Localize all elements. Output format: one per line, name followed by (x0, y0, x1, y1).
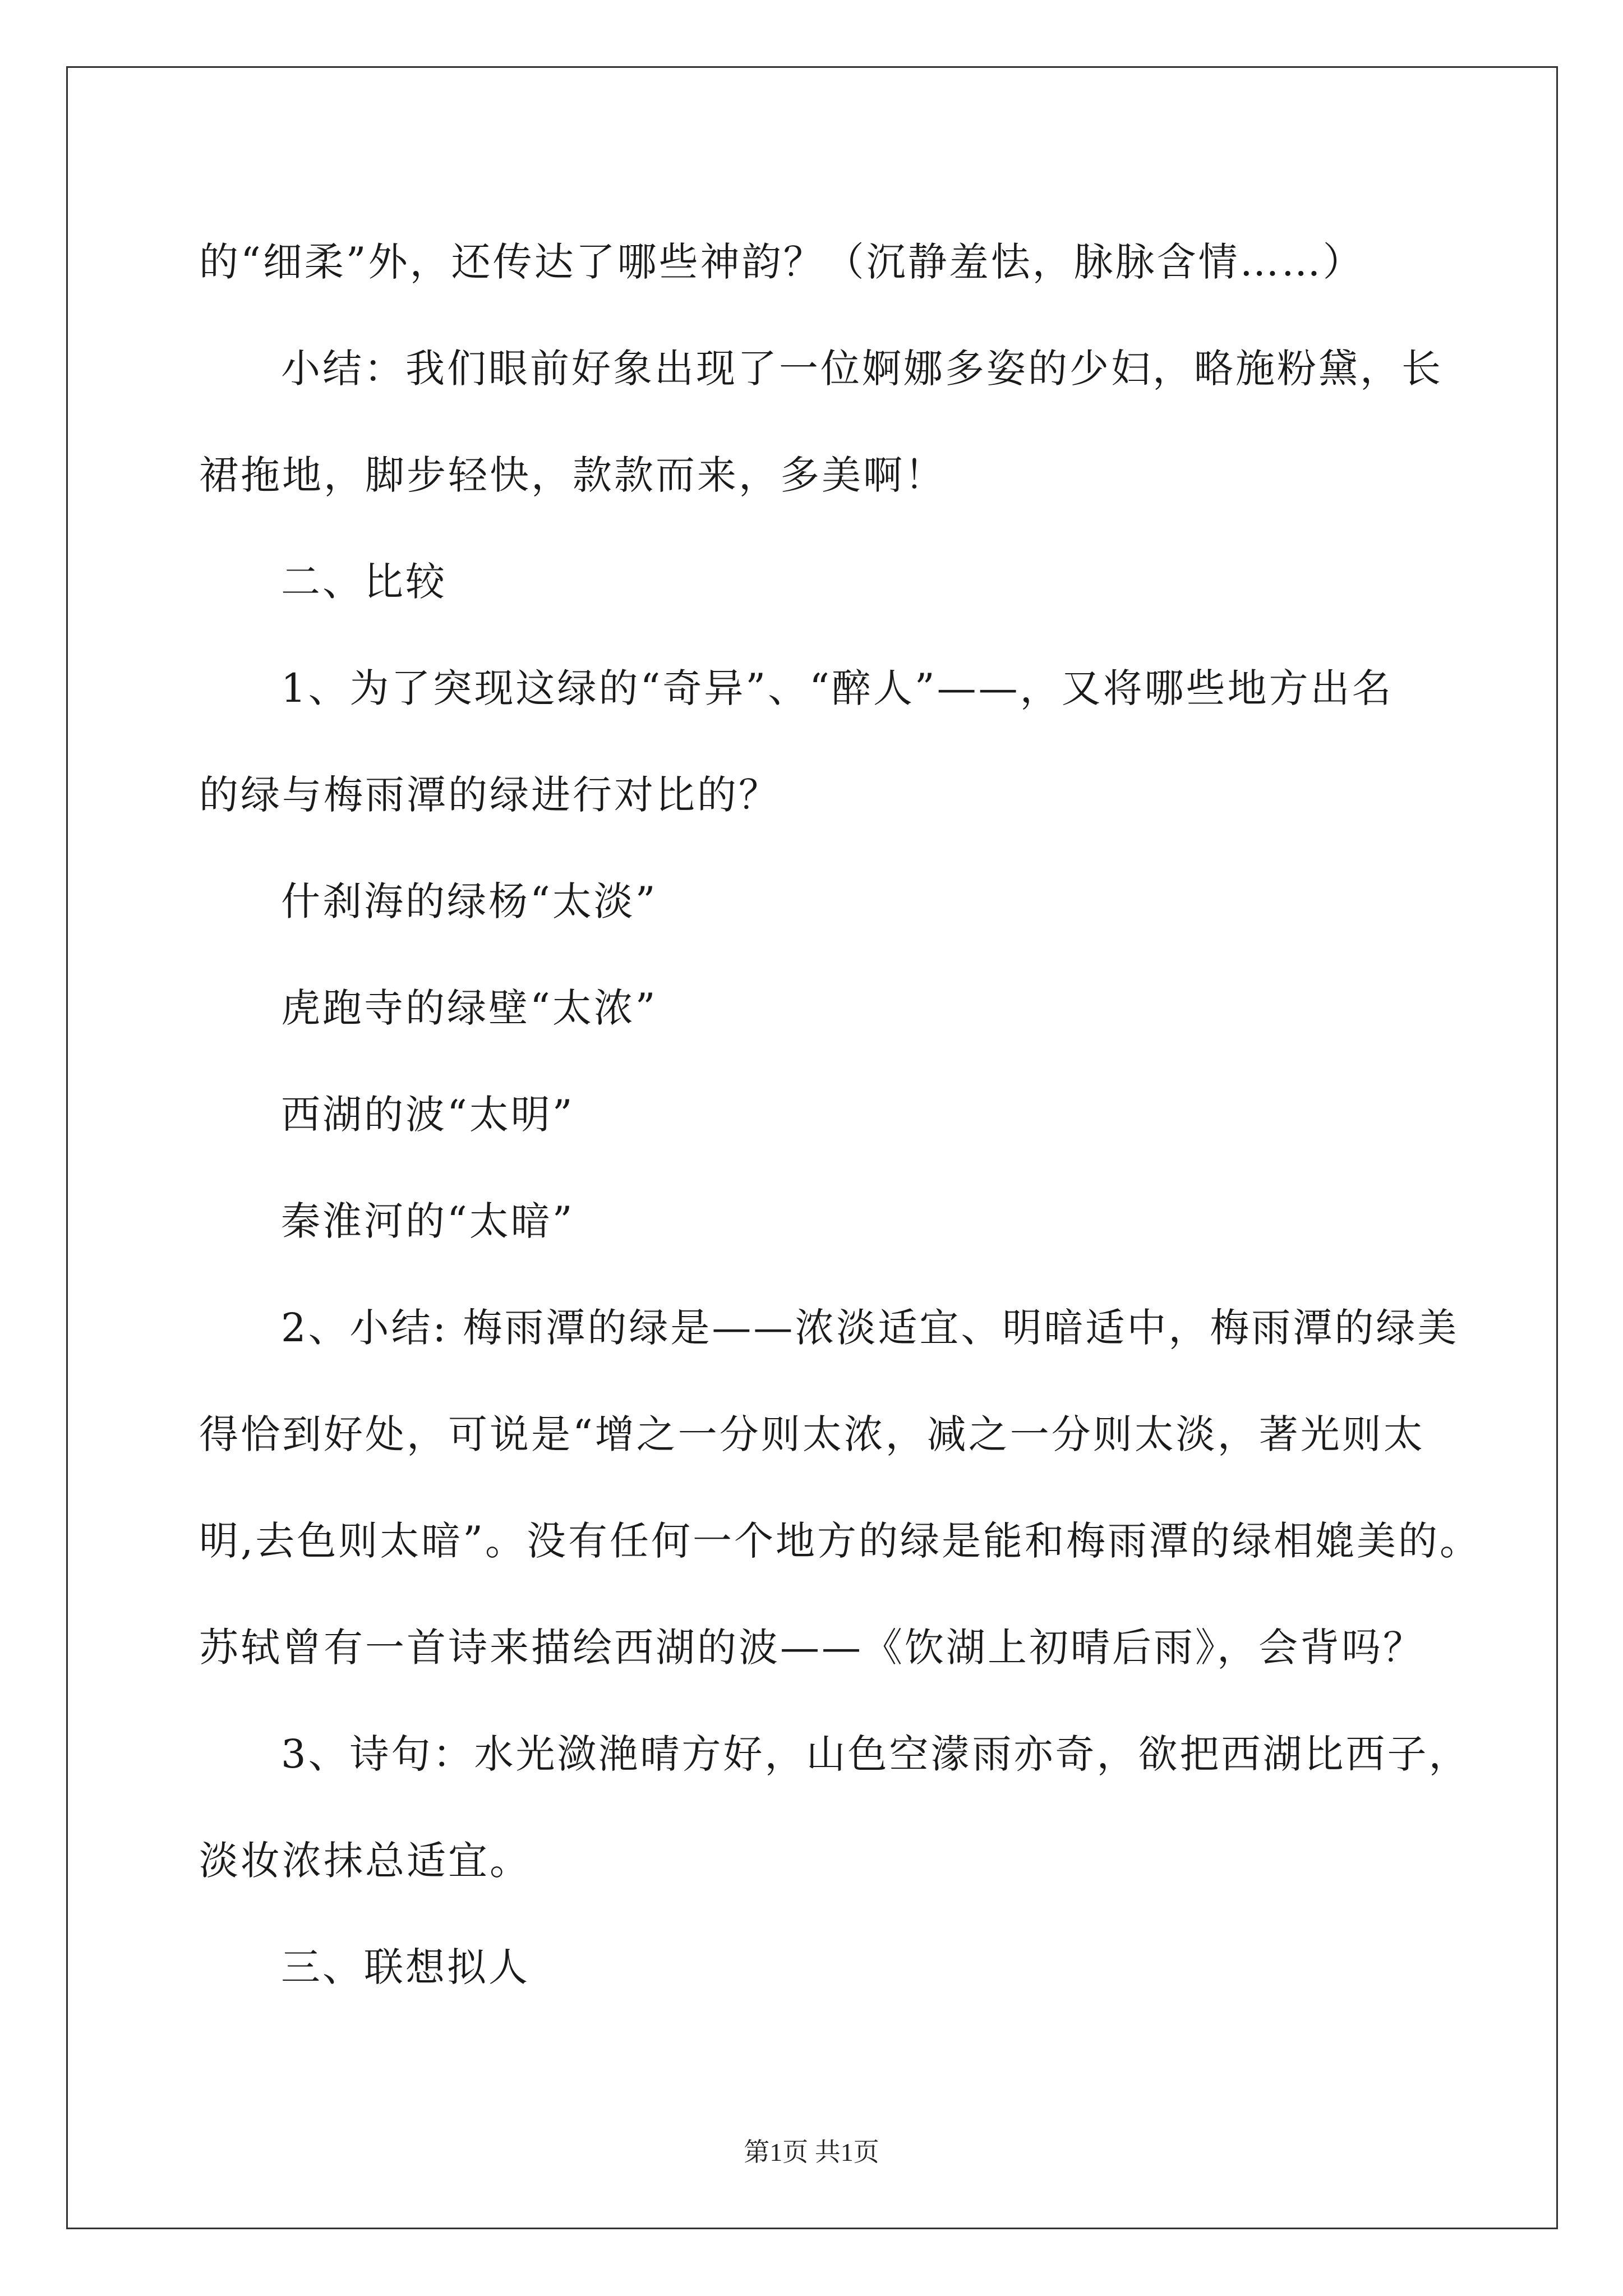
document-body (199, 209, 1482, 2021)
text-line: 2、小结: 梅雨潭的绿是——浓淡适宜、明暗适中，梅雨潭的绿美 (281, 1305, 1459, 1351)
text-line: 裙拖地，脚步轻快，款款而来，多美啊！ (199, 452, 946, 498)
text-line: 3、诗句：水光潋滟晴方好，山色空濛雨亦奇，欲把西湖比西子， (281, 1731, 1470, 1777)
text-line: 西湖的波“太明” (281, 1092, 575, 1138)
section-heading: 二、比较 (281, 559, 447, 605)
text-line: 1、为了突现这绿的“奇异”、“醉人”——，又将哪些地方出名 (281, 665, 1394, 711)
text-line: 的“细柔”外，还传达了哪些神韵？（沉静羞怯，脉脉含情……） (199, 239, 1364, 285)
text-line: 的绿与梅雨潭的绿进行对比的？ (199, 772, 780, 818)
text-line: 明,去色则太暗”。没有任何一个地方的绿是能和梅雨潭的绿相媲美的。 (199, 1518, 1482, 1564)
page-number-footer: 第1页 共1页 (744, 2138, 879, 2166)
text-line: 淡妆浓抹总适宜。 (199, 1838, 531, 1884)
text-line: 什刹海的绿杨“太淡” (281, 878, 658, 924)
text-line: 虎跑寺的绿壁“太浓” (281, 985, 658, 1031)
text-line: 得恰到好处，可说是“增之一分则太浓，减之一分则太淡，著光则太 (199, 1411, 1425, 1457)
text-line: 苏轼曾有一首诗来描绘西湖的波——《饮湖上初晴后雨》，会背吗？ (199, 1625, 1424, 1671)
text-line: 秦淮河的“太暗” (281, 1198, 575, 1244)
text-line: 小结：我们眼前好象出现了一位婀娜多姿的少妇，略施粉黛，长 (281, 346, 1443, 392)
section-heading: 三、联想拟人 (281, 1944, 530, 1990)
